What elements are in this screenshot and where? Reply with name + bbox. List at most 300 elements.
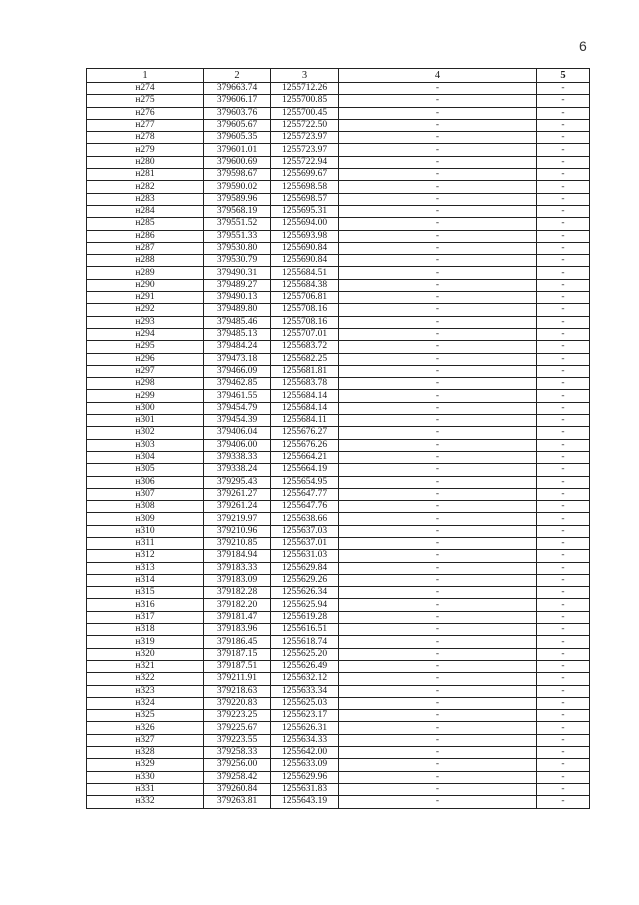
point-name-cell: н304	[87, 451, 204, 463]
point-name-cell: н315	[87, 587, 204, 599]
x-coordinate-cell: 379462.85	[204, 378, 271, 390]
x-coordinate-cell: 379184.94	[204, 550, 271, 562]
col4-cell: -	[339, 378, 537, 390]
y-coordinate-cell: 1255684.14	[271, 390, 339, 402]
y-coordinate-cell: 1255664.19	[271, 464, 339, 476]
table-row	[87, 673, 590, 685]
x-coordinate-cell: 379601.01	[204, 144, 271, 156]
col4-cell: -	[339, 587, 537, 599]
point-name-cell: н294	[87, 328, 204, 340]
x-coordinate-cell: 379600.69	[204, 156, 271, 168]
point-name-cell: н285	[87, 218, 204, 230]
col4-cell: -	[339, 574, 537, 586]
col4-cell: -	[339, 144, 537, 156]
col5-cell: -	[537, 660, 590, 672]
y-coordinate-cell: 1255690.84	[271, 255, 339, 267]
table-row	[87, 697, 590, 709]
header-col-1: 1	[87, 69, 204, 83]
y-coordinate-cell: 1255676.27	[271, 427, 339, 439]
col4-cell: -	[339, 119, 537, 131]
col5-cell: -	[537, 710, 590, 722]
y-coordinate-cell: 1255684.14	[271, 402, 339, 414]
col5-cell: -	[537, 365, 590, 377]
point-name-cell: н293	[87, 316, 204, 328]
y-coordinate-cell: 1255683.72	[271, 341, 339, 353]
x-coordinate-cell: 379223.25	[204, 710, 271, 722]
col5-cell: -	[537, 488, 590, 500]
point-name-cell: н317	[87, 611, 204, 623]
point-name-cell: н300	[87, 402, 204, 414]
table-row	[87, 181, 590, 193]
col4-cell: -	[339, 316, 537, 328]
col5-cell: -	[537, 353, 590, 365]
point-name-cell: н299	[87, 390, 204, 402]
header-col-3: 3	[271, 69, 339, 83]
point-name-cell: н327	[87, 734, 204, 746]
col5-cell: -	[537, 304, 590, 316]
y-coordinate-cell: 1255634.33	[271, 734, 339, 746]
table-row	[87, 636, 590, 648]
col5-cell: -	[537, 107, 590, 119]
col5-cell: -	[537, 316, 590, 328]
col4-cell: -	[339, 697, 537, 709]
col4-cell: -	[339, 230, 537, 242]
col5-cell: -	[537, 599, 590, 611]
col4-cell: -	[339, 685, 537, 697]
x-coordinate-cell: 379187.51	[204, 660, 271, 672]
x-coordinate-cell: 379473.18	[204, 353, 271, 365]
col4-cell: -	[339, 648, 537, 660]
point-name-cell: н274	[87, 83, 204, 95]
col4-cell: -	[339, 611, 537, 623]
col5-cell: -	[537, 525, 590, 537]
table-row	[87, 328, 590, 340]
col5-cell: -	[537, 636, 590, 648]
col4-cell: -	[339, 107, 537, 119]
point-name-cell: н296	[87, 353, 204, 365]
point-name-cell: н288	[87, 255, 204, 267]
col4-cell: -	[339, 218, 537, 230]
col4-cell: -	[339, 525, 537, 537]
point-name-cell: н321	[87, 660, 204, 672]
table-row	[87, 747, 590, 759]
col4-cell: -	[339, 747, 537, 759]
y-coordinate-cell: 1255707.01	[271, 328, 339, 340]
point-name-cell: н287	[87, 242, 204, 254]
x-coordinate-cell: 379598.67	[204, 169, 271, 181]
table-row	[87, 95, 590, 107]
page-number: 6	[579, 38, 587, 54]
point-name-cell: н281	[87, 169, 204, 181]
table-row	[87, 415, 590, 427]
table-row	[87, 525, 590, 537]
y-coordinate-cell: 1255684.38	[271, 279, 339, 291]
table-row	[87, 402, 590, 414]
col5-cell: -	[537, 181, 590, 193]
y-coordinate-cell: 1255723.97	[271, 132, 339, 144]
point-name-cell: н312	[87, 550, 204, 562]
table-row	[87, 685, 590, 697]
x-coordinate-cell: 379589.96	[204, 193, 271, 205]
col5-cell: -	[537, 747, 590, 759]
point-name-cell: н301	[87, 415, 204, 427]
header-row	[87, 69, 590, 83]
y-coordinate-cell: 1255708.16	[271, 316, 339, 328]
col4-cell: -	[339, 83, 537, 95]
col5-cell: -	[537, 697, 590, 709]
y-coordinate-cell: 1255638.66	[271, 513, 339, 525]
col4-cell: -	[339, 156, 537, 168]
y-coordinate-cell: 1255626.34	[271, 587, 339, 599]
point-name-cell: н295	[87, 341, 204, 353]
col4-cell: -	[339, 304, 537, 316]
col5-cell: -	[537, 685, 590, 697]
y-coordinate-cell: 1255633.34	[271, 685, 339, 697]
table-row	[87, 734, 590, 746]
y-coordinate-cell: 1255619.28	[271, 611, 339, 623]
point-name-cell: н286	[87, 230, 204, 242]
y-coordinate-cell: 1255700.85	[271, 95, 339, 107]
x-coordinate-cell: 379484.24	[204, 341, 271, 353]
table-row	[87, 587, 590, 599]
col4-cell: -	[339, 427, 537, 439]
x-coordinate-cell: 379551.52	[204, 218, 271, 230]
x-coordinate-cell: 379183.09	[204, 574, 271, 586]
col5-cell: -	[537, 464, 590, 476]
point-name-cell: н313	[87, 562, 204, 574]
col4-cell: -	[339, 181, 537, 193]
x-coordinate-cell: 379258.33	[204, 747, 271, 759]
y-coordinate-cell: 1255626.49	[271, 660, 339, 672]
header-col-2: 2	[204, 69, 271, 83]
y-coordinate-cell: 1255623.17	[271, 710, 339, 722]
col4-cell: -	[339, 415, 537, 427]
col5-cell: -	[537, 292, 590, 304]
x-coordinate-cell: 379490.31	[204, 267, 271, 279]
y-coordinate-cell: 1255700.45	[271, 107, 339, 119]
header-col-4: 4	[339, 69, 537, 83]
col5-cell: -	[537, 537, 590, 549]
point-name-cell: н307	[87, 488, 204, 500]
col5-cell: -	[537, 83, 590, 95]
col4-cell: -	[339, 660, 537, 672]
col5-cell: -	[537, 390, 590, 402]
col5-cell: -	[537, 796, 590, 808]
x-coordinate-cell: 379181.47	[204, 611, 271, 623]
table-row	[87, 464, 590, 476]
col4-cell: -	[339, 205, 537, 217]
col5-cell: -	[537, 513, 590, 525]
col4-cell: -	[339, 353, 537, 365]
col4-cell: -	[339, 402, 537, 414]
point-name-cell: н308	[87, 501, 204, 513]
table-header	[87, 69, 590, 83]
point-name-cell: н306	[87, 476, 204, 488]
col5-cell: -	[537, 341, 590, 353]
point-name-cell: н330	[87, 771, 204, 783]
y-coordinate-cell: 1255722.50	[271, 119, 339, 131]
y-coordinate-cell: 1255683.78	[271, 378, 339, 390]
y-coordinate-cell: 1255690.84	[271, 242, 339, 254]
table-row	[87, 230, 590, 242]
col4-cell: -	[339, 328, 537, 340]
x-coordinate-cell: 379295.43	[204, 476, 271, 488]
point-name-cell: н279	[87, 144, 204, 156]
coordinates-table	[86, 68, 590, 809]
x-coordinate-cell: 379186.45	[204, 636, 271, 648]
table-row	[87, 710, 590, 722]
col5-cell: -	[537, 759, 590, 771]
x-coordinate-cell: 379663.74	[204, 83, 271, 95]
x-coordinate-cell: 379225.67	[204, 722, 271, 734]
y-coordinate-cell: 1255694.00	[271, 218, 339, 230]
table-row	[87, 316, 590, 328]
col5-cell: -	[537, 562, 590, 574]
x-coordinate-cell: 379219.97	[204, 513, 271, 525]
x-coordinate-cell: 379530.80	[204, 242, 271, 254]
y-coordinate-cell: 1255629.96	[271, 771, 339, 783]
x-coordinate-cell: 379485.13	[204, 328, 271, 340]
col4-cell: -	[339, 390, 537, 402]
col4-cell: -	[339, 169, 537, 181]
col5-cell: -	[537, 624, 590, 636]
point-name-cell: н297	[87, 365, 204, 377]
col4-cell: -	[339, 722, 537, 734]
x-coordinate-cell: 379187.15	[204, 648, 271, 660]
point-name-cell: н298	[87, 378, 204, 390]
col5-cell: -	[537, 415, 590, 427]
col5-cell: -	[537, 95, 590, 107]
table-row	[87, 193, 590, 205]
table-row	[87, 550, 590, 562]
table-row	[87, 107, 590, 119]
col4-cell: -	[339, 624, 537, 636]
x-coordinate-cell: 379210.96	[204, 525, 271, 537]
y-coordinate-cell: 1255625.03	[271, 697, 339, 709]
y-coordinate-cell: 1255633.09	[271, 759, 339, 771]
table-row	[87, 451, 590, 463]
y-coordinate-cell: 1255698.57	[271, 193, 339, 205]
x-coordinate-cell: 379603.76	[204, 107, 271, 119]
x-coordinate-cell: 379489.27	[204, 279, 271, 291]
table-row	[87, 378, 590, 390]
y-coordinate-cell: 1255681.81	[271, 365, 339, 377]
y-coordinate-cell: 1255631.83	[271, 783, 339, 795]
point-name-cell: н283	[87, 193, 204, 205]
x-coordinate-cell: 379406.04	[204, 427, 271, 439]
col5-cell: -	[537, 255, 590, 267]
col4-cell: -	[339, 279, 537, 291]
x-coordinate-cell: 379211.91	[204, 673, 271, 685]
col4-cell: -	[339, 759, 537, 771]
table-row	[87, 562, 590, 574]
col4-cell: -	[339, 476, 537, 488]
col5-cell: -	[537, 156, 590, 168]
x-coordinate-cell: 379466.09	[204, 365, 271, 377]
y-coordinate-cell: 1255629.26	[271, 574, 339, 586]
x-coordinate-cell: 379220.83	[204, 697, 271, 709]
table-row	[87, 304, 590, 316]
x-coordinate-cell: 379489.80	[204, 304, 271, 316]
col5-cell: -	[537, 501, 590, 513]
table-body	[87, 83, 590, 809]
y-coordinate-cell: 1255682.25	[271, 353, 339, 365]
col5-cell: -	[537, 402, 590, 414]
col4-cell: -	[339, 734, 537, 746]
point-name-cell: н331	[87, 783, 204, 795]
table-row	[87, 279, 590, 291]
col5-cell: -	[537, 427, 590, 439]
point-name-cell: н316	[87, 599, 204, 611]
col5-cell: -	[537, 439, 590, 451]
point-name-cell: н277	[87, 119, 204, 131]
x-coordinate-cell: 379605.67	[204, 119, 271, 131]
x-coordinate-cell: 379454.39	[204, 415, 271, 427]
y-coordinate-cell: 1255723.97	[271, 144, 339, 156]
y-coordinate-cell: 1255626.31	[271, 722, 339, 734]
y-coordinate-cell: 1255712.26	[271, 83, 339, 95]
table-row	[87, 722, 590, 734]
table-row	[87, 476, 590, 488]
col5-cell: -	[537, 205, 590, 217]
table-row	[87, 255, 590, 267]
x-coordinate-cell: 379261.24	[204, 501, 271, 513]
col5-cell: -	[537, 587, 590, 599]
x-coordinate-cell: 379605.35	[204, 132, 271, 144]
x-coordinate-cell: 379606.17	[204, 95, 271, 107]
col4-cell: -	[339, 267, 537, 279]
x-coordinate-cell: 379406.00	[204, 439, 271, 451]
col5-cell: -	[537, 476, 590, 488]
point-name-cell: н319	[87, 636, 204, 648]
x-coordinate-cell: 379223.55	[204, 734, 271, 746]
y-coordinate-cell: 1255684.11	[271, 415, 339, 427]
table-row	[87, 796, 590, 808]
table-row	[87, 341, 590, 353]
table-row	[87, 119, 590, 131]
table-row	[87, 611, 590, 623]
col4-cell: -	[339, 439, 537, 451]
x-coordinate-cell: 379454.79	[204, 402, 271, 414]
col5-cell: -	[537, 230, 590, 242]
x-coordinate-cell: 379260.84	[204, 783, 271, 795]
col4-cell: -	[339, 513, 537, 525]
point-name-cell: н311	[87, 537, 204, 549]
col5-cell: -	[537, 132, 590, 144]
y-coordinate-cell: 1255616.51	[271, 624, 339, 636]
table-row	[87, 353, 590, 365]
point-name-cell: н314	[87, 574, 204, 586]
x-coordinate-cell: 379590.02	[204, 181, 271, 193]
point-name-cell: н291	[87, 292, 204, 304]
col5-cell: -	[537, 119, 590, 131]
y-coordinate-cell: 1255625.20	[271, 648, 339, 660]
point-name-cell: н282	[87, 181, 204, 193]
table-row	[87, 537, 590, 549]
col4-cell: -	[339, 132, 537, 144]
x-coordinate-cell: 379183.33	[204, 562, 271, 574]
y-coordinate-cell: 1255625.94	[271, 599, 339, 611]
table-row	[87, 488, 590, 500]
table-row	[87, 242, 590, 254]
col5-cell: -	[537, 574, 590, 586]
col4-cell: -	[339, 255, 537, 267]
col5-cell: -	[537, 378, 590, 390]
table-row	[87, 156, 590, 168]
point-name-cell: н280	[87, 156, 204, 168]
col5-cell: -	[537, 193, 590, 205]
y-coordinate-cell: 1255631.03	[271, 550, 339, 562]
y-coordinate-cell: 1255664.21	[271, 451, 339, 463]
point-name-cell: н324	[87, 697, 204, 709]
point-name-cell: н302	[87, 427, 204, 439]
point-name-cell: н328	[87, 747, 204, 759]
x-coordinate-cell: 379338.33	[204, 451, 271, 463]
col5-cell: -	[537, 169, 590, 181]
y-coordinate-cell: 1255618.74	[271, 636, 339, 648]
y-coordinate-cell: 1255695.31	[271, 205, 339, 217]
col4-cell: -	[339, 673, 537, 685]
table-row	[87, 218, 590, 230]
col4-cell: -	[339, 501, 537, 513]
col4-cell: -	[339, 550, 537, 562]
y-coordinate-cell: 1255699.67	[271, 169, 339, 181]
x-coordinate-cell: 379568.19	[204, 205, 271, 217]
table-row	[87, 83, 590, 95]
x-coordinate-cell: 379261.27	[204, 488, 271, 500]
col5-cell: -	[537, 279, 590, 291]
x-coordinate-cell: 379551.33	[204, 230, 271, 242]
point-name-cell: н318	[87, 624, 204, 636]
table-row	[87, 759, 590, 771]
table-row	[87, 648, 590, 660]
table-row	[87, 169, 590, 181]
point-name-cell: н290	[87, 279, 204, 291]
col4-cell: -	[339, 341, 537, 353]
col4-cell: -	[339, 242, 537, 254]
col4-cell: -	[339, 292, 537, 304]
point-name-cell: н332	[87, 796, 204, 808]
col5-cell: -	[537, 242, 590, 254]
x-coordinate-cell: 379182.20	[204, 599, 271, 611]
point-name-cell: н278	[87, 132, 204, 144]
point-name-cell: н326	[87, 722, 204, 734]
point-name-cell: н322	[87, 673, 204, 685]
y-coordinate-cell: 1255637.03	[271, 525, 339, 537]
col5-cell: -	[537, 218, 590, 230]
x-coordinate-cell: 379256.00	[204, 759, 271, 771]
y-coordinate-cell: 1255629.84	[271, 562, 339, 574]
col4-cell: -	[339, 464, 537, 476]
col5-cell: -	[537, 550, 590, 562]
point-name-cell: н310	[87, 525, 204, 537]
table-row	[87, 144, 590, 156]
table-row	[87, 513, 590, 525]
col4-cell: -	[339, 193, 537, 205]
col4-cell: -	[339, 771, 537, 783]
col4-cell: -	[339, 562, 537, 574]
point-name-cell: н292	[87, 304, 204, 316]
table-row	[87, 771, 590, 783]
x-coordinate-cell: 379218.63	[204, 685, 271, 697]
point-name-cell: н325	[87, 710, 204, 722]
col4-cell: -	[339, 710, 537, 722]
point-name-cell: н323	[87, 685, 204, 697]
point-name-cell: н276	[87, 107, 204, 119]
y-coordinate-cell: 1255698.58	[271, 181, 339, 193]
table-row	[87, 660, 590, 672]
col4-cell: -	[339, 796, 537, 808]
